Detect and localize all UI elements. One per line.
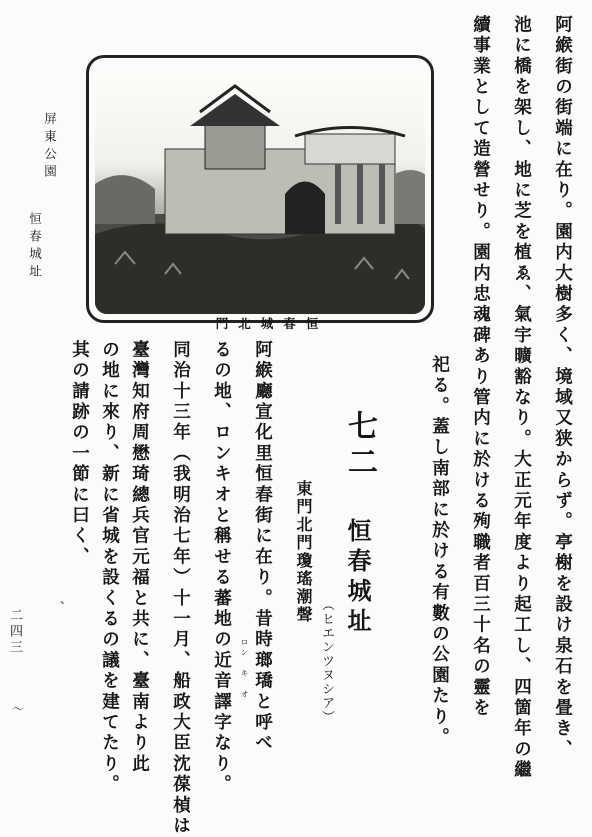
text-column: 阿緱廳宣化里恒春街に在り。昔時瑯𤩝と呼べ [252, 340, 273, 754]
running-head-park: 屏東公園 [42, 112, 58, 182]
section-title: 恒春城址 [343, 518, 372, 638]
text-column: 其の請跡の一節に曰く、 [69, 340, 90, 568]
text-column: 祀る。蓋し南部に於ける有數の公園たり。 [429, 355, 450, 749]
text-column: 阿緱街の街端に在り。園内大樹多く、境域又狭からず。亭榭を設け泉石を畳き、 [552, 15, 573, 761]
text-column: 同治十三年（我明治七年）十一月、船政大臣沈葆楨は [170, 340, 191, 837]
hengchun-north-gate-photo [95, 64, 425, 314]
margin-mark: 〜 [12, 702, 25, 716]
text-column: るの地、ロンキオと稱せる蕃地の近音譯字なり。 [211, 340, 232, 796]
ruby-annotation: ロン キ オ [240, 638, 249, 700]
section-subtitle: 東門北門瓊瑤潮聲 [294, 480, 313, 624]
photo-caption: 門北城春恒 [215, 316, 329, 331]
margin-mark: 、 [60, 592, 73, 606]
text-column: 臺灣知府周懋琦總兵官元福と共に、臺南より此 [129, 340, 150, 775]
page-number: 二四三 [7, 608, 22, 656]
north-gate-illustration [95, 64, 425, 314]
text-column: の地に來り、新に省城を設くるの議を建てたり。 [99, 340, 120, 796]
running-head-castle: 恒春城址 [27, 212, 43, 282]
section-reading: （ヒエンツヌシア） [319, 598, 334, 724]
section-number: 七二 [342, 410, 377, 482]
text-column: 續事業として造營せり。園内忠魂碑あり管内に於ける殉職者百三十名の靈を [470, 15, 491, 719]
photo-frame [86, 55, 434, 323]
text-column: 池に橋を架し、地に芝を植ゑ、氣宇曠豁なり。大正元年度より起工し、四箇年の繼 [511, 15, 532, 781]
